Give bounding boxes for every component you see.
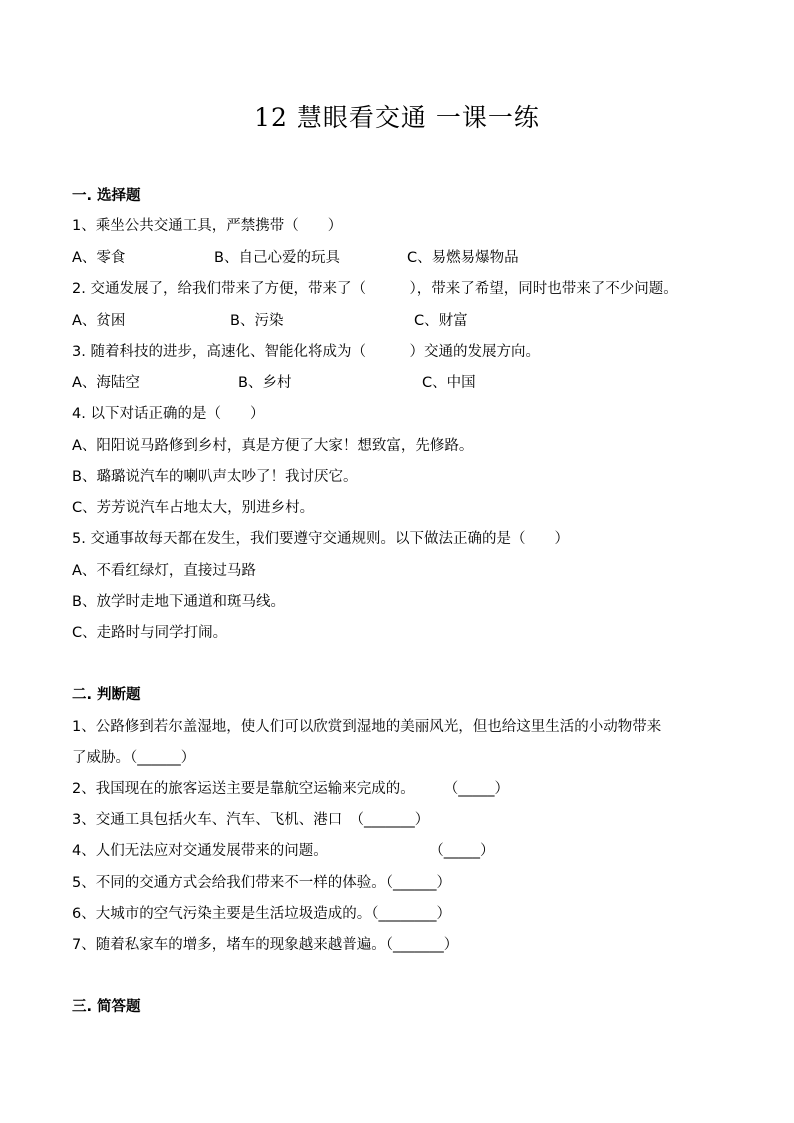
question-3: 3. 随着科技的进步，高速化、智能化将成为（ ）交通的发展方向。	[72, 344, 540, 360]
option-c: C、财富	[414, 313, 468, 329]
question-2: 2. 交通发展了，给我们带来了方便，带来了（ ），带来了希望，同时也带来了不少问题。	[72, 281, 678, 297]
question-4: 4. 以下对话正确的是（ ）	[72, 406, 265, 422]
section-heading-choice: 一. 选择题	[72, 188, 141, 204]
option-b: B、污染	[230, 313, 284, 329]
judgment-6: 6、大城市的空气污染主要是生活垃圾造成的。（________）	[72, 906, 451, 922]
option-b: B、自己心爱的玩具	[214, 250, 340, 266]
judgment-7: 7、随着私家车的增多，堵车的现象越来越普遍。（_______）	[72, 937, 459, 953]
judgment-1-line-1: 1、公路修到若尔盖湿地，使人们可以欣赏到湿地的美丽风光，但也给这里生活的小动物带来	[72, 719, 662, 735]
option-a: A、海陆空	[72, 375, 140, 391]
question-2-options	[72, 309, 732, 329]
question-4-option-a: A、阳阳说马路修到乡村，真是方便了大家！想致富，先修路。	[72, 438, 474, 454]
question-5-option-a: A、不看红绿灯，直接过马路	[72, 563, 256, 579]
question-5: 5. 交通事故每天都在发生，我们要遵守交通规则。以下做法正确的是（ ）	[72, 531, 569, 547]
judgment-1-line-2: 了威胁。（______）	[72, 750, 196, 766]
question-1-options	[72, 246, 732, 266]
judgment-2: 2、我国现在的旅客运送主要是靠航空运输来完成的。 （_____）	[72, 781, 509, 797]
page-title: 12 慧眼看交通 一课一练	[254, 103, 540, 132]
section-heading-judgment: 二. 判断题	[72, 687, 141, 703]
question-5-option-c: C、走路时与同学打闹。	[72, 625, 228, 641]
question-1: 1、乘坐公共交通工具，严禁携带（ ）	[72, 218, 343, 234]
section-heading-short-answer: 三. 简答题	[72, 999, 141, 1015]
option-a: A、贫困	[72, 313, 126, 329]
question-4-option-c: C、芳芳说汽车占地太大，别进乡村。	[72, 500, 315, 516]
judgment-3: 3、交通工具包括火车、汽车、飞机、港口 （_______）	[72, 812, 430, 828]
judgment-5: 5、不同的交通方式会给我们带来不一样的体验。（______）	[72, 875, 451, 891]
option-b: B、乡村	[238, 375, 292, 391]
option-c: C、中国	[422, 375, 476, 391]
option-a: A、零食	[72, 250, 126, 266]
question-5-option-b: B、放学时走地下通道和斑马线。	[72, 594, 285, 610]
option-c: C、易燃易爆物品	[407, 250, 519, 266]
judgment-4: 4、人们无法应对交通发展带来的问题。 （_____）	[72, 843, 495, 859]
question-3-options	[72, 371, 732, 391]
question-4-option-b: B、璐璐说汽车的喇叭声太吵了！我讨厌它。	[72, 469, 358, 485]
